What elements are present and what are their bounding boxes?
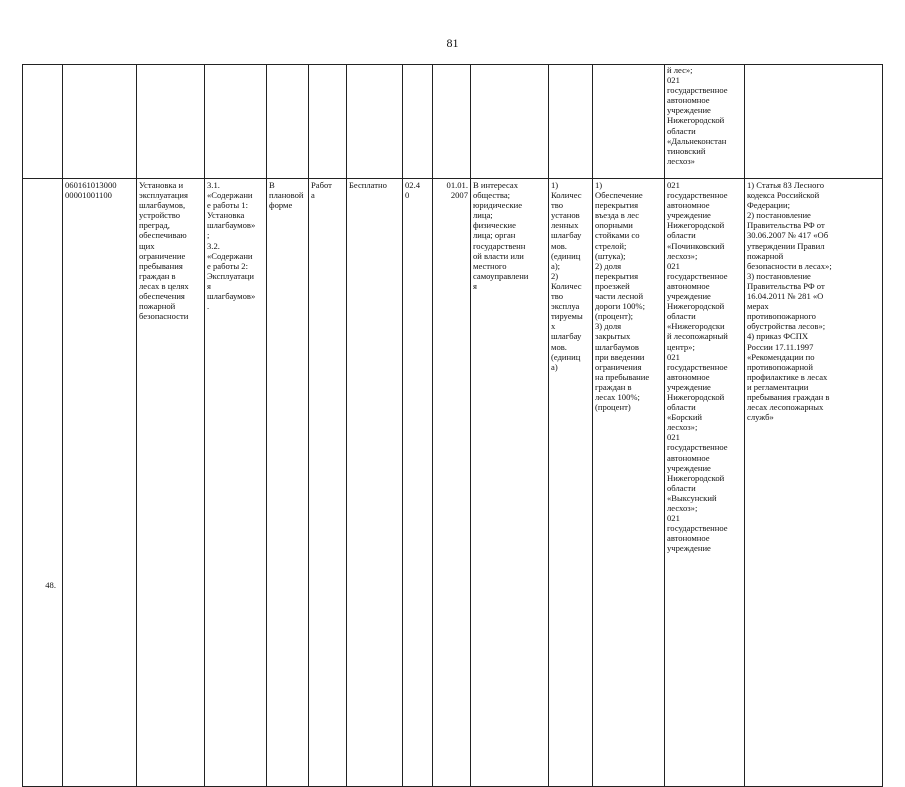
cell-payment	[347, 65, 403, 179]
page-number: 81	[446, 36, 459, 50]
cell-code2	[403, 65, 433, 179]
table-row-continuation	[23, 65, 883, 179]
cell-code2: 02.4 0	[403, 179, 433, 787]
cell-date	[433, 65, 471, 179]
cell-code: 060161013000 00001001100	[63, 179, 137, 787]
cell-name: Установка и эксплуатация шлагбаумов, устройство преград, обеспечиваю щих ограничение пребывания граждан в лесах в целях обеспечения пожарной безопасности	[137, 179, 205, 787]
cell-name	[137, 65, 205, 179]
cell-legal: 1) Статья 83 Лесного кодекса Российской Федерации; 2) постановление Правительства РФ от 30.06.2007 № 417 «Об утверждении Правил пожарной безопасности в лесах»; 3) постановление Правительства РФ от 16.04.2011 № 281 «О мерах противопожарного обустройства лесов»; 4) приказ ФСПХ России 17.11.1997 «Рекомендации по противопожарной профилактике в лесах и регламентации пребывания граждан в лесах лесопожарных служб»	[745, 179, 883, 787]
cell-institutions-continued: й лес»; 021 государственное автономное учреждение Нижегородской области «Дальнеконстан тиновский лесхоз»	[665, 65, 745, 179]
cell-institutions: 021 государственное автономное учреждение Нижегородской области «Починковский лесхоз»; 021 государственное автономное учреждение Нижегородской области «Нижегородски й лесопожарный центр»; 021 государственное автономное учреждение Нижегородской области «Борский лесхоз»; 021 государственное автономное учреждение Нижегородской области «Выксунский лесхоз»; 021 государственное автономное учреждение	[665, 179, 745, 787]
cell-type: Работ а	[309, 179, 347, 787]
cell-type	[309, 65, 347, 179]
cell-payment: Бесплатно	[347, 179, 403, 787]
cell-volume: 1) Количес тво установ ленных шлагбау мов. (единиц а); 2) Количес тво эксплуа тируемы х шлагбау мов. (единиц а)	[549, 179, 593, 787]
cell-consumers: В интересах общества; юридические лица; физические лица; орган государственн ой власти или местного самоуправлени я	[471, 179, 549, 787]
registry-table	[22, 64, 883, 787]
cell-form: В плановой форме	[267, 179, 309, 787]
table-row	[23, 179, 883, 787]
cell-num: 48.	[23, 179, 63, 787]
cell-num	[23, 65, 63, 179]
cell-quality: 1) Обеспечение перекрытия въезда в лес опорными стойками со стрелой; (штука); 2) доля перекрытия проезжей части лесной дороги 100%; (процент); 3) доля закрытых шлагбаумов при введении ограничения на пребывание граждан в лесах 100%; (процент)	[593, 179, 665, 787]
cell-volume	[549, 65, 593, 179]
cell-date: 01.01. 2007	[433, 179, 471, 787]
cell-content	[205, 65, 267, 179]
cell-content: 3.1. «Содержани е работы 1: Установка шлагбаумов» ; 3.2. «Содержани е работы 2: Эксплуатаци я шлагбаумов» .	[205, 179, 267, 787]
cell-legal	[745, 65, 883, 179]
cell-consumers	[471, 65, 549, 179]
cell-form	[267, 65, 309, 179]
cell-quality	[593, 65, 665, 179]
cell-code	[63, 65, 137, 179]
